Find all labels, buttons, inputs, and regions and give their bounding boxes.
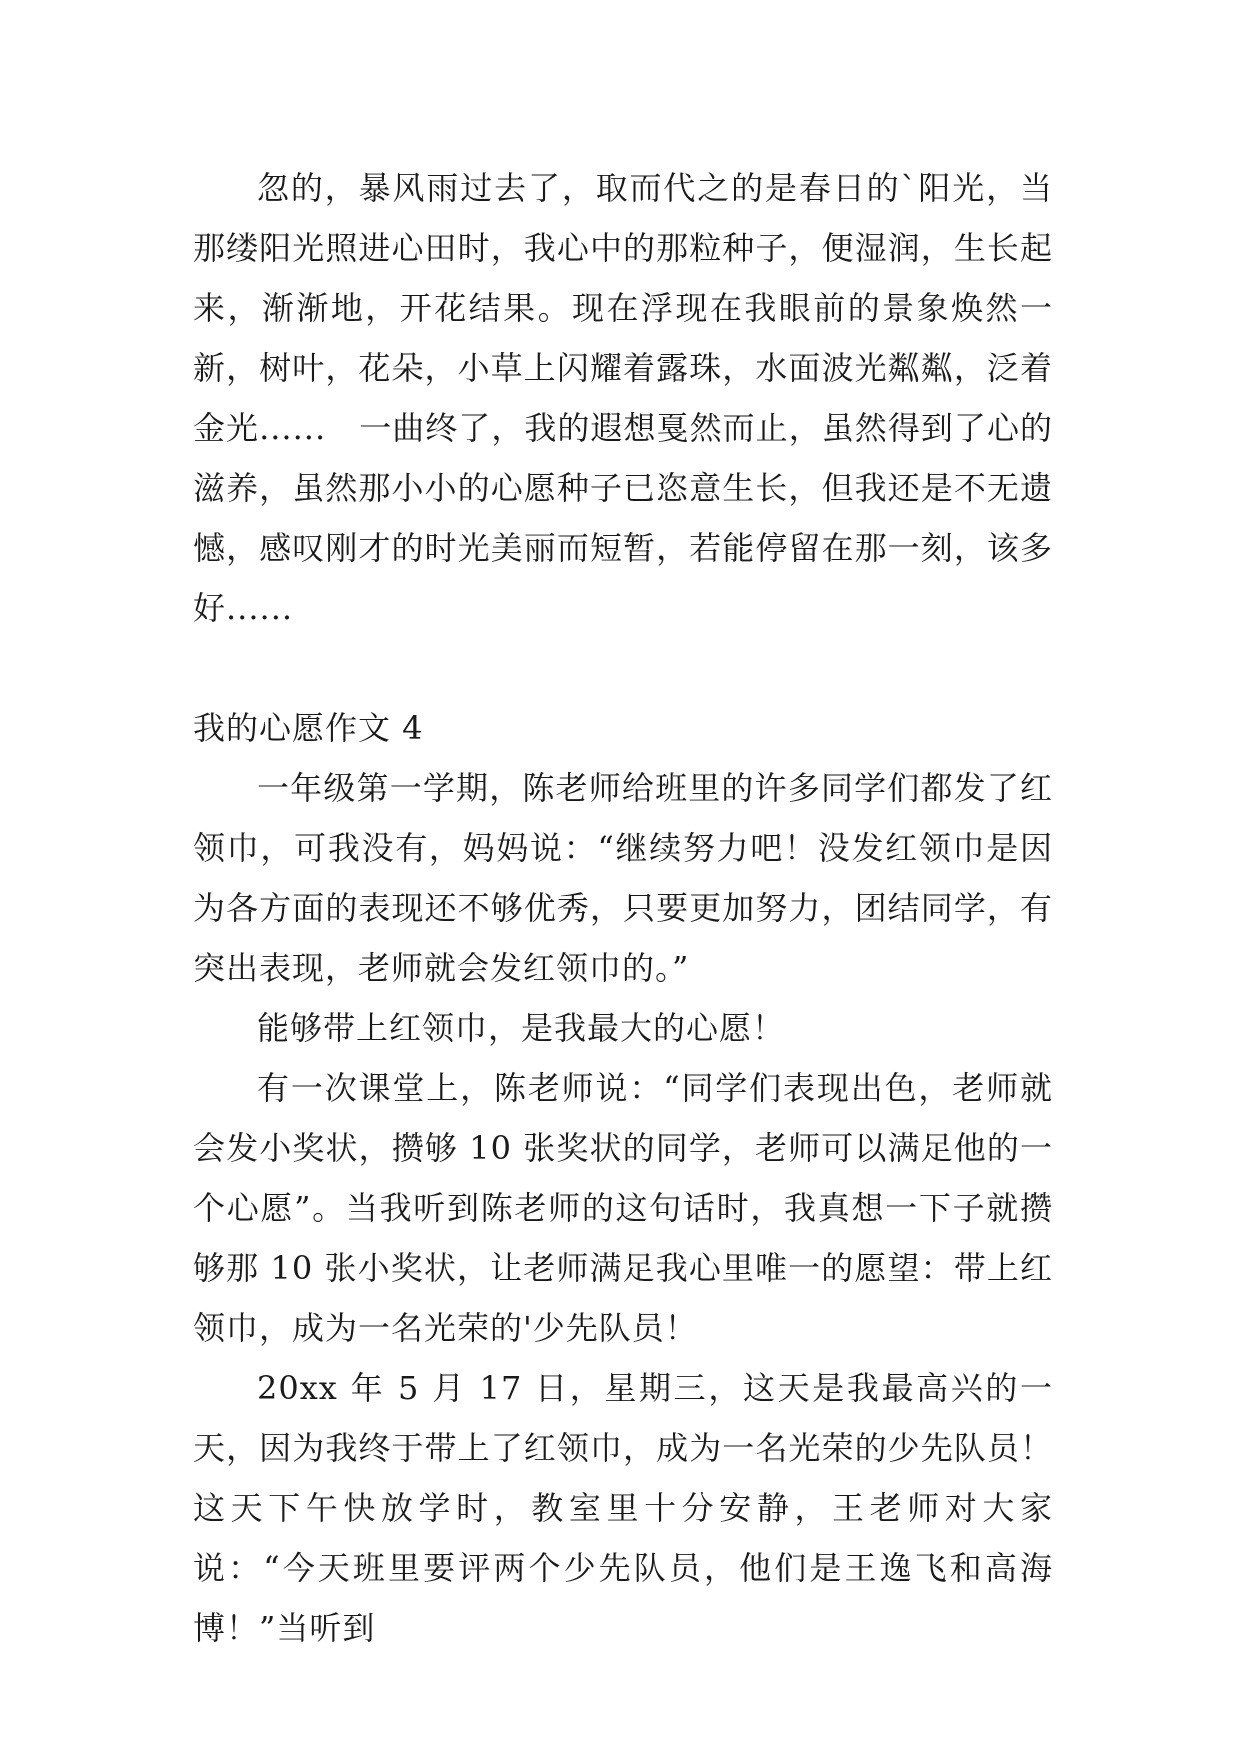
section-title: 我的心愿作文 4 (193, 709, 424, 747)
paragraph-spacer (193, 638, 1053, 698)
paragraph-classroom: 有一次课堂上，陈老师说：“同学们表现出色，老师就会发小奖状，攒够 10 张奖状的同学，老师可以满足他的一个心愿”。当我听到陈老师的这句话时，我真想一下子就攒够那 10 张小奖状，让老师满足我心里唯一的愿望：带上红领巾，成为一名光荣的'少先队员！ (193, 1069, 1053, 1347)
paragraph-may-17: 20xx 年 5 月 17 日，星期三，这天是我最高兴的一天，因为我终于带上了红领巾，成为一名光荣的少先队员！这天下午快放学时，教室里十分安静，王老师对大家说：“今天班里要评两个少先队员，他们是王逸飞和高海博！”当听到 (193, 1369, 1053, 1647)
paragraph-storm-passed: 忽的，暴风雨过去了，取而代之的是春日的`阳光，当那缕阳光照进心田时，我心中的那粒种子，便湿润，生长起来，渐渐地，开花结果。现在浮现在我眼前的景象焕然一新，树叶，花朵，小草上闪耀着露珠，水面波光粼粼，泛着金光...... 一曲终了，我的遐想戛然而止，虽然得到了心的滋养，虽然那小小的心愿种子已恣意生长，但我还是不无遗憾，感叹刚才的时光美丽而短暂，若能停留在那一刻，该多好...... (193, 169, 1053, 627)
document-page (193, 158, 1053, 1658)
paragraph-first-term: 一年级第一学期，陈老师给班里的许多同学们都发了红领巾，可我没有，妈妈说：“继续努力吧！没发红领巾是因为各方面的表现还不够优秀，只要更加努力，团结同学，有突出表现，老师就会发红领巾的。” (193, 769, 1053, 987)
paragraph-biggest-wish: 能够带上红领巾，是我最大的心愿！ (257, 1009, 786, 1047)
